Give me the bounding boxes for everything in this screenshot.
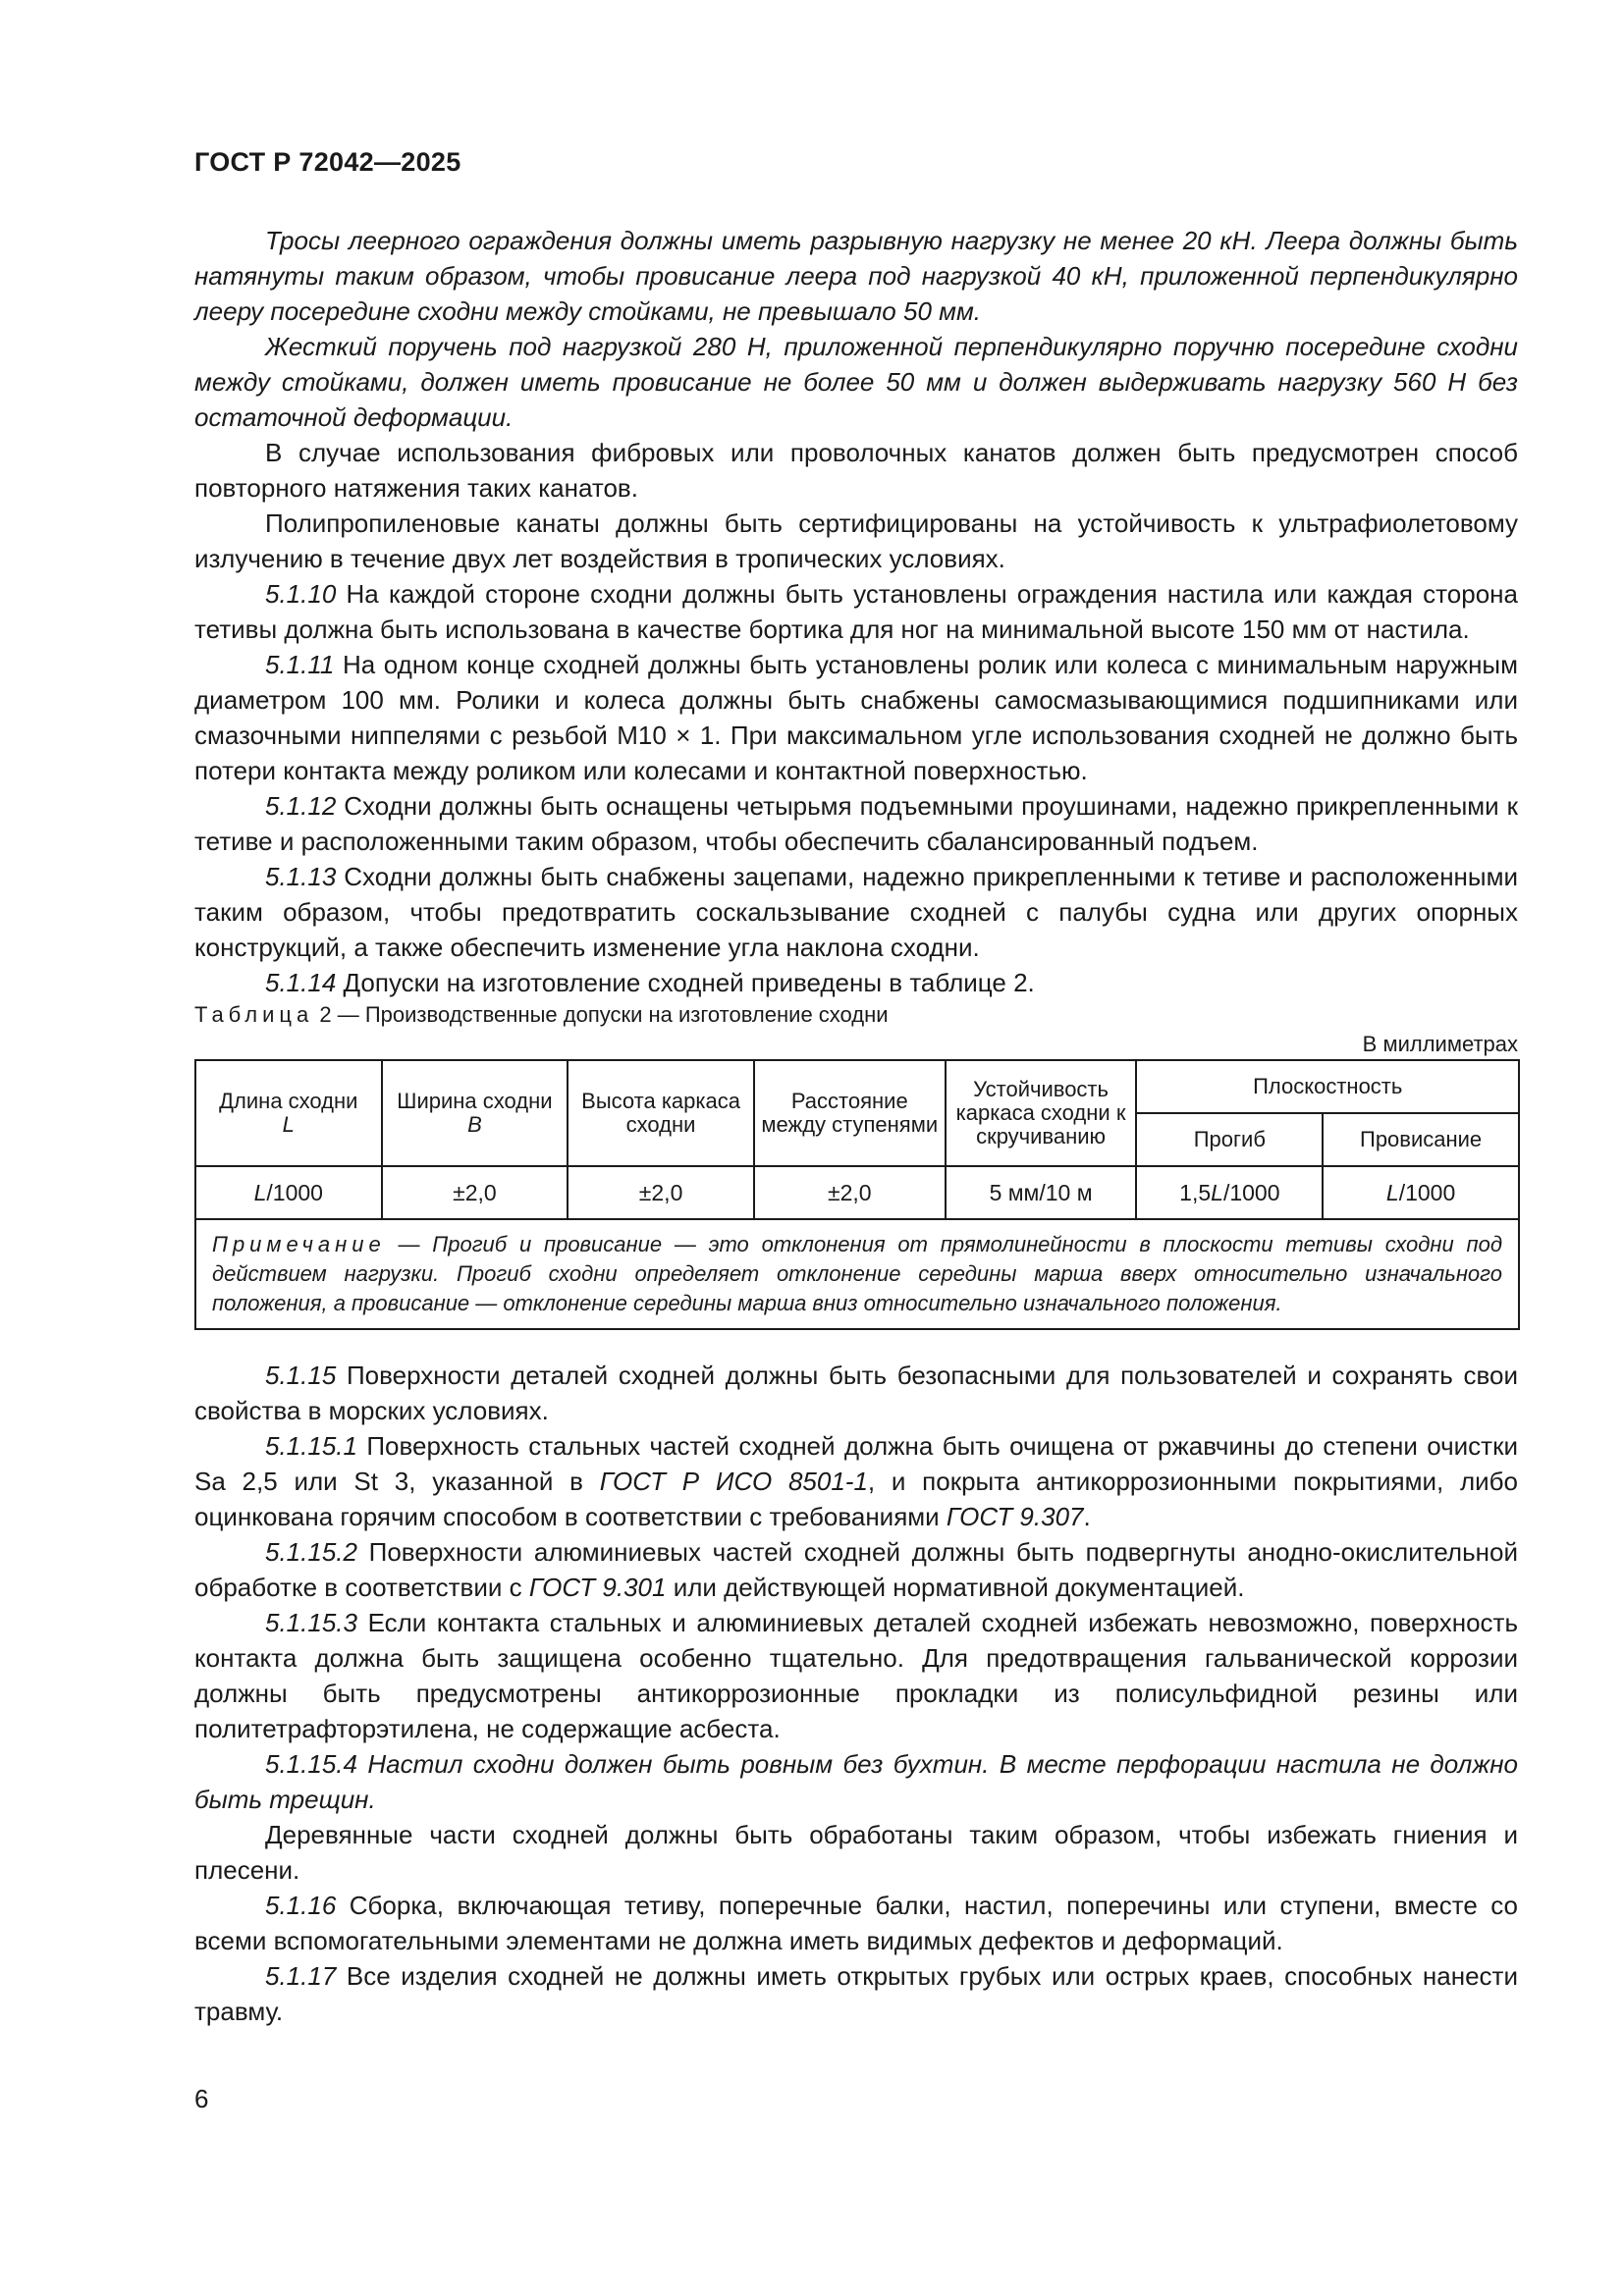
note-text: — Прогиб и провисание — это отклонения от прямолинейности в плоскости тетивы сходни под действием нагрузки. Прогиб сходни определяет отклонение середины марша вверх относительно изначального положения, а провисание — отклонение середины марша вниз относительно изначального положения. [212,1232,1502,1315]
clause-5-1-15 [194,1358,1518,1428]
paragraph: Жесткий поручень под нагрузкой 280 Н, приложенной перпендикулярно поручню посередине сходни между стойками, должен иметь провисание не более 50 мм и должен выдерживать нагрузку 560 Н без остаточной деформации. [194,332,1518,432]
header-width [382,1060,568,1166]
header-width-label: Ширина сходни [397,1089,553,1113]
clause-5-1-15-3 [194,1605,1518,1746]
clause-number: 5.1.15 [265,1361,337,1390]
clause-5-1-13 [194,859,1518,965]
value-length [195,1166,382,1219]
table-caption-label: Таблица [194,1002,314,1027]
tolerances-table [194,1059,1520,1330]
standard-reference: ГОСТ 9.307 [946,1502,1084,1531]
clause-text: Поверхности алюминиевых частей сходней должны быть подвергнуты анодно-окислительной обработке в соответствии с [194,1537,1518,1602]
paragraph: Тросы леерного ограждения должны иметь разрывную нагрузку не менее 20 кН. Леера должны быть натянуты таким образом, чтобы провисание леера под нагрузкой 40 кН, приложенной перпендикулярно лееру посередине сходни между стойками, не превышало 50 мм. [194,226,1518,326]
value-sag-symbol: L [1385,1180,1399,1205]
value-length-rest: /1000 [266,1180,323,1205]
standard-reference: ГОСТ Р ИСО 8501-1 [599,1467,868,1496]
paragraph: Деревянные части сходней должны быть обработаны таким образом, чтобы избежать гниения и плесени. [194,1820,1518,1885]
clause-5-1-16 [194,1888,1518,1958]
header-flatness: Плоскостность [1136,1060,1519,1113]
clause-number: 5.1.11 [265,650,335,679]
clause-text: Сходни должны быть снабжены зацепами, надежно прикрепленными к тетиве и расположенными таким образом, чтобы предотвратить соскальзывание сходней с палубы судна или других опорных конструкций, а также обеспечить изменение угла наклона сходни. [194,862,1518,962]
paragraph: Полипропиленовые канаты должны быть сертифицированы на устойчивость к ультрафиолетовому излучению в течение двух лет воздействия в тропических условиях. [194,508,1518,573]
clause-text: Если контакта стальных и алюминиевых деталей сходней избежать невозможно, поверхность контакта должна быть защищена особенно тщательно. Для предотвращения гальванической коррозии должны быть предусмотрены антикоррозионные прокладки из полисульфидной резины или политетрафторэтилена, не содержащие асбеста. [194,1608,1518,1743]
clause-number: 5.1.15.1 [265,1431,357,1461]
clause-number: 5.1.14 [265,968,337,997]
header-step-distance: Расстояние между ступенями [754,1060,946,1166]
clause-text: Сборка, включающая тетиву, поперечные балки, настил, поперечины или ступени, вместе со всеми вспомогательными элементами не должна иметь видимых дефектов и деформаций. [194,1891,1518,1955]
clause-number: 5.1.17 [265,1961,337,1991]
clause-text: . [1083,1502,1091,1531]
clause-5-1-17 [194,1958,1518,2029]
clause-text: На одном конце сходней должны быть установлены ролик или колеса с минимальным наружным диаметром 100 мм. Ролики и колеса должны быть снабжены самосмазывающимися подшипниками или смазочными ниппелями с резьбой М10 × 1. При максимальном угле использования сходней не должно быть потери контакта между роликом или колесами и контактной поверхностью. [194,650,1518,785]
standard-reference: ГОСТ 9.301 [528,1573,667,1602]
value-height: ±2,0 [568,1166,754,1219]
header-length [195,1060,382,1166]
clause-text: Допуски на изготовление сходней приведены в таблице 2. [343,968,1035,997]
clause-text: или действующей нормативной документацией. [673,1573,1245,1602]
header-height: Высота каркаса сходни [568,1060,754,1166]
clause-number: 5.1.16 [265,1891,337,1920]
value-step-distance: ±2,0 [754,1166,946,1219]
table-units: В миллиметрах [1362,1032,1518,1056]
clause-text: , и покрыта антикоррозионными покрытиями, либо оцинкована горячим способом в соответствии с требованиями [194,1467,1519,1531]
note-label: Примечание [212,1232,386,1256]
header-length-label: Длина сходни [219,1089,358,1113]
clause-5-1-15-1 [194,1428,1518,1534]
clause-text: Поверхности деталей сходней должны быть безопасными для пользователей и сохранять свои свойства в морских условиях. [194,1361,1518,1425]
header-length-symbol: L [282,1112,295,1137]
clause-number: 5.1.15.3 [265,1608,357,1637]
table-caption-text: 2 — Производственные допуски на изготовление сходни [319,1002,889,1027]
table-caption [194,1000,1518,1030]
clause-5-1-10 [194,576,1518,647]
value-deflection-pre: 1,5 [1179,1180,1212,1205]
clause-text: Сходни должны быть оснащены четырьмя подъемными проушинами, надежно прикрепленными к тетиве и расположенными таким образом, чтобы обеспечить сбалансированный подъем. [194,791,1518,856]
value-deflection-symbol: L [1211,1180,1223,1205]
paragraph: В случае использования фибровых или проволочных канатов должен быть предусмотрен способ повторного натяжения таких канатов. [194,438,1518,503]
clause-number: 5.1.13 [265,862,337,891]
clause-5-1-14 [194,965,1518,1000]
value-deflection [1136,1166,1323,1219]
value-length-symbol: L [253,1180,267,1205]
clause-5-1-11 [194,647,1518,788]
value-sag-rest: /1000 [1398,1180,1456,1205]
document-body [194,223,1518,2029]
clause-number: 5.1.15.4 [265,1749,357,1779]
clause-number: 5.1.12 [265,791,337,821]
header-torsion: Устойчивость каркаса сходни к скручиванию [946,1060,1137,1166]
clause-number: 5.1.15.2 [265,1537,357,1567]
value-width: ±2,0 [382,1166,568,1219]
clause-number: 5.1.10 [265,579,337,609]
value-sag [1323,1166,1519,1219]
value-deflection-post: /1000 [1222,1180,1280,1205]
clause-text: На каждой стороне сходни должны быть установлены ограждения настила или каждая сторона тетивы должна быть использована в качестве бортика для ног на минимальной высоте 150 мм от настила. [194,579,1518,644]
table-note [195,1219,1519,1329]
header-width-symbol: B [467,1112,482,1137]
clause-5-1-15-4 [194,1746,1518,1817]
document-header: ГОСТ Р 72042—2025 [194,147,461,177]
clause-text: Все изделия сходней не должны иметь открытых грубых или острых краев, способных нанести травму. [194,1961,1518,2026]
header-deflection: Прогиб [1136,1113,1323,1166]
clause-text: Настил сходни должен быть ровным без бухтин. В месте перфорации настила не должно быть трещин. [194,1749,1518,1814]
value-torsion: 5 мм/10 м [946,1166,1137,1219]
clause-text: Поверхность стальных частей сходней должна быть очищена от ржавчины до степени очистки Sa 2,5 или St 3, указанной в [194,1431,1518,1496]
clause-5-1-15-2 [194,1534,1518,1605]
header-sag: Провисание [1323,1113,1519,1166]
page-number: 6 [194,2084,209,2113]
clause-5-1-12 [194,788,1518,859]
